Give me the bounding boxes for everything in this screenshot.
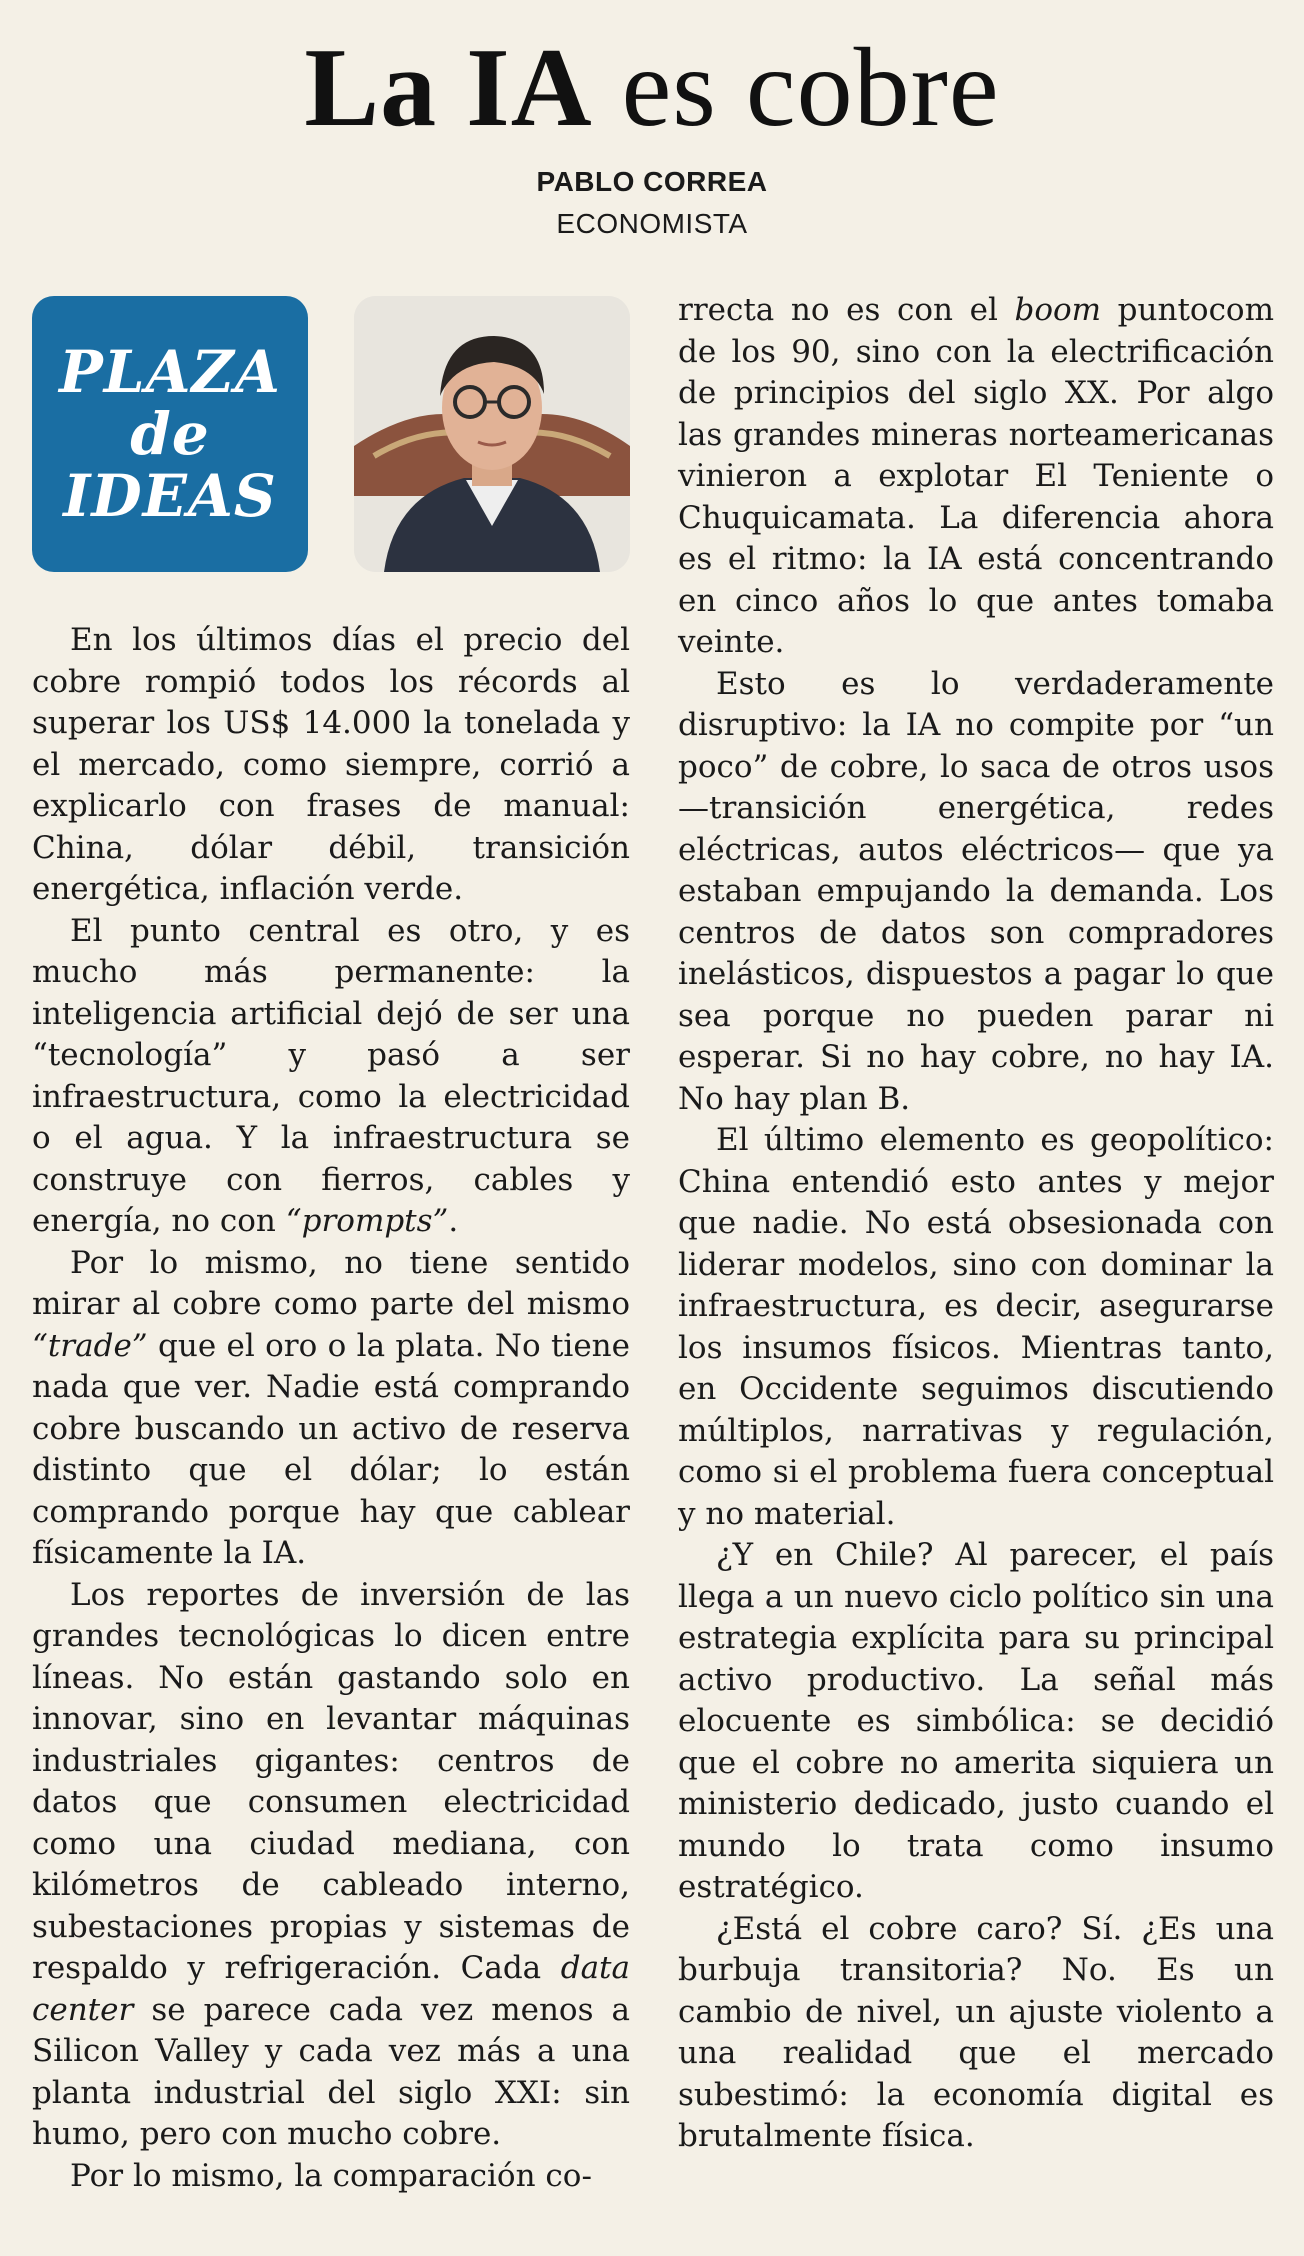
emphasis: “prompts” <box>285 1203 449 1239</box>
paragraph: Por lo mismo, la comparación co- <box>70 2157 592 2194</box>
badge-line-2: de <box>130 400 210 468</box>
section-badge <box>32 296 308 572</box>
article-title <box>0 28 1304 148</box>
paragraph: Los reportes de inversión de las grandes tecnológicas lo dicen entre líneas. No están gastando solo en innovar, sino en levantar máquinas industriales gigantes: centros de datos que consumen electricidad como una ciudad mediana, con kilómetros de cableado interno, subestaciones propias y sistemas de respaldo y refrigeración. Cada data center se parece cada vez menos a Silicon Valley y cada vez más a una planta industrial del siglo XXI: sin humo, pero con mucho cobre. <box>32 1576 630 2152</box>
paragraph: Por lo mismo, no tiene sentido mirar al cobre como parte del mismo “trade” que el oro o la plata. No tiene nada que ver. Nadie está comprando cobre buscando un activo de reserva distinto que el dólar; lo están comprando porque hay que cablear físicamente la IA. <box>32 1244 630 1571</box>
author-photo <box>354 296 630 572</box>
author-role: ECONOMISTA <box>556 208 748 239</box>
emphasis: “trade” <box>32 1327 148 1364</box>
paragraph: ¿Está el cobre caro? Sí. ¿Es una burbuja transitoria? No. Es un cambio de nivel, un ajuste violento a una realidad que el mercado subestimó: la economía digital es brutalmente física. <box>678 1910 1274 2154</box>
badge-line-3: IDEAS <box>63 462 277 530</box>
emphasis: data center <box>32 1950 630 2028</box>
author-name: PABLO CORREA <box>536 166 768 197</box>
article-column-1 <box>32 620 630 2197</box>
paragraph: ¿Y en Chile? Al parecer, el país llega a un nuevo ciclo político sin una estrategia explícita para su principal activo productivo. La señal más elocuente es simbólica: se decidió que el cobre no amerita siquiera un ministerio dedicado, justo cuando el mundo lo trata como insumo estratégico. <box>678 1537 1274 1905</box>
badge-line-1: PLAZA <box>59 338 281 406</box>
paragraph: El último elemento es geopolítico: China entendió esto antes y mejor que nadie. No está obsesionada con liderar modelos, sino con dominar la infraestructura, es decir, asegurarse los insumos físicos. Mientras tanto, en Occidente seguimos discutiendo múltiplos, narrativas y regulación, como si el problema fuera conceptual y no material. <box>678 1122 1274 1532</box>
article-column-2 <box>678 290 1274 2158</box>
paragraph-continued: rrecta no es con el boom puntocom de los 90, sino con la electrificación de principios del siglo XX. Por algo las grandes mineras norteamericanas vinieron a explotar El Teniente o Chuquicamata. La diferencia ahora es el ritmo: la IA está concentrando en cinco años lo que antes tomaba veinte. <box>678 292 1274 660</box>
paragraph: El punto central es otro, y es mucho más permanente: la inteligencia artificial dejó de ser una “tecnología” y pasó a ser infraestructura, como la electricidad o el agua. Y la infraestructura se construye con fierros, cables y energía, no con “prompts”. <box>32 912 630 1239</box>
emphasis: boom <box>1014 292 1102 328</box>
author-portrait-icon <box>354 296 630 572</box>
paragraph: En los últimos días el precio del cobre rompió todos los récords al superar los US$ 14.000 la tonelada y el mercado, como siempre, corrió a explicarlo con frases de manual: China, dólar débil, transición energética, inflación verde. <box>32 622 630 907</box>
title-rest-part: es cobre <box>621 26 1000 150</box>
title-bold-part: La IA <box>304 26 593 150</box>
paragraph: Esto es lo verdaderamente disruptivo: la IA no compite por “un poco” de cobre, lo saca de otros usos —transición energética, redes eléctricas, autos eléctricos— que ya estaban empujando la demanda. Los centros de datos son compradores inelásticos, dispuestos a pagar lo que sea porque no pueden parar ni esperar. Si no hay cobre, no hay IA. No hay plan B. <box>678 665 1274 1117</box>
